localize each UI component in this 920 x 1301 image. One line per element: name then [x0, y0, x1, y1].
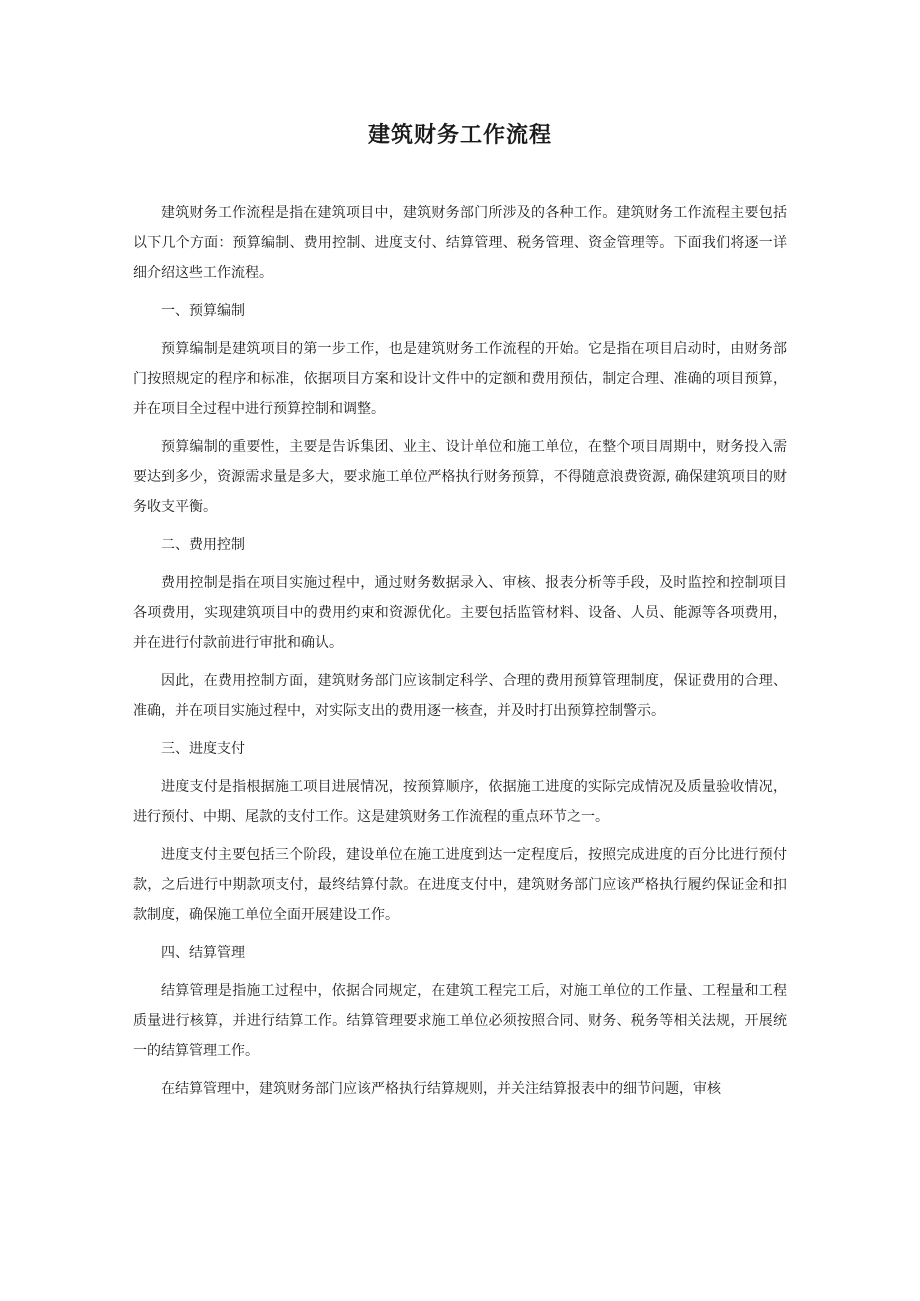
section-paragraph: 进度支付主要包括三个阶段，建设单位在施工进度到达一定程度后，按照完成进度的百分比进行预付款，之后进行中期款项支付，最终结算付款。在进度支付中，建筑财务部门应该严格执行履约保证金和扣款制度，确保施工单位全面开展建设工作。: [133, 847, 787, 923]
section-heading: 一、预算编制: [161, 303, 245, 319]
section-heading: 二、费用控制: [161, 537, 245, 553]
section-paragraph: 结算管理是指施工过程中，依据合同规定，在建筑工程完工后，对施工单位的工作量、工程量和工程质量进行核算，并进行结算工作。结算管理要求施工单位必须按照合同、财务、税务等相关法规，开展统一的结算管理工作。: [133, 983, 787, 1059]
document-body: [133, 198, 787, 1112]
intro-paragraph: 建筑财务工作流程是指在建筑项目中，建筑财务部门所涉及的各种工作。建筑财务工作流程主要包括以下几个方面：预算编制、费用控制、进度支付、结算管理、税务管理、资金管理等。下面我们将逐一详细介绍这些工作流程。: [133, 205, 787, 281]
section-cost-control: [133, 530, 787, 726]
section-settlement: [133, 938, 787, 1104]
section-paragraph: 费用控制是指在项目实施过程中，通过财务数据录入、审核、报表分析等手段，及时监控和控制项目各项费用，实现建筑项目中的费用约束和资源优化。主要包括监管材料、设备、人员、能源等各项费用，并在进行付款前进行审批和确认。: [133, 575, 787, 651]
section-paragraph: 预算编制的重要性，主要是告诉集团、业主、设计单位和施工单位，在整个项目周期中，财务投入需要达到多少，资源需求量是多大，要求施工单位严格执行财务预算，不得随意浪费资源, 确保建筑项目的财务收支平衡。: [133, 439, 787, 515]
section-paragraph: 因此，在费用控制方面，建筑财务部门应该制定科学、合理的费用预算管理制度，保证费用的合理、准确，并在项目实施过程中，对实际支出的费用逐一核查，并及时打出预算控制警示。: [133, 673, 787, 719]
section-heading: 四、结算管理: [161, 945, 245, 961]
section-progress-payment: [133, 734, 787, 930]
section-budget: [133, 296, 787, 522]
section-heading: 三、进度支付: [161, 741, 245, 757]
document-title: 建筑财务工作流程: [367, 123, 552, 148]
section-paragraph: 在结算管理中，建筑财务部门应该严格执行结算规则，并关注结算报表中的细节问题，审核: [161, 1081, 721, 1097]
section-paragraph: 进度支付是指根据施工项目进展情况，按预算顺序，依据施工进度的实际完成情况及质量验收情况，进行预付、中期、尾款的支付工作。这是建筑财务工作流程的重点环节之一。: [133, 779, 787, 825]
section-paragraph: 预算编制是建筑项目的第一步工作，也是建筑财务工作流程的开始。它是指在项目启动时，由财务部门按照规定的程序和标准，依据项目方案和设计文件中的定额和费用预估，制定合理、准确的项目预算，并在项目全过程中进行预算控制和调整。: [133, 341, 787, 417]
